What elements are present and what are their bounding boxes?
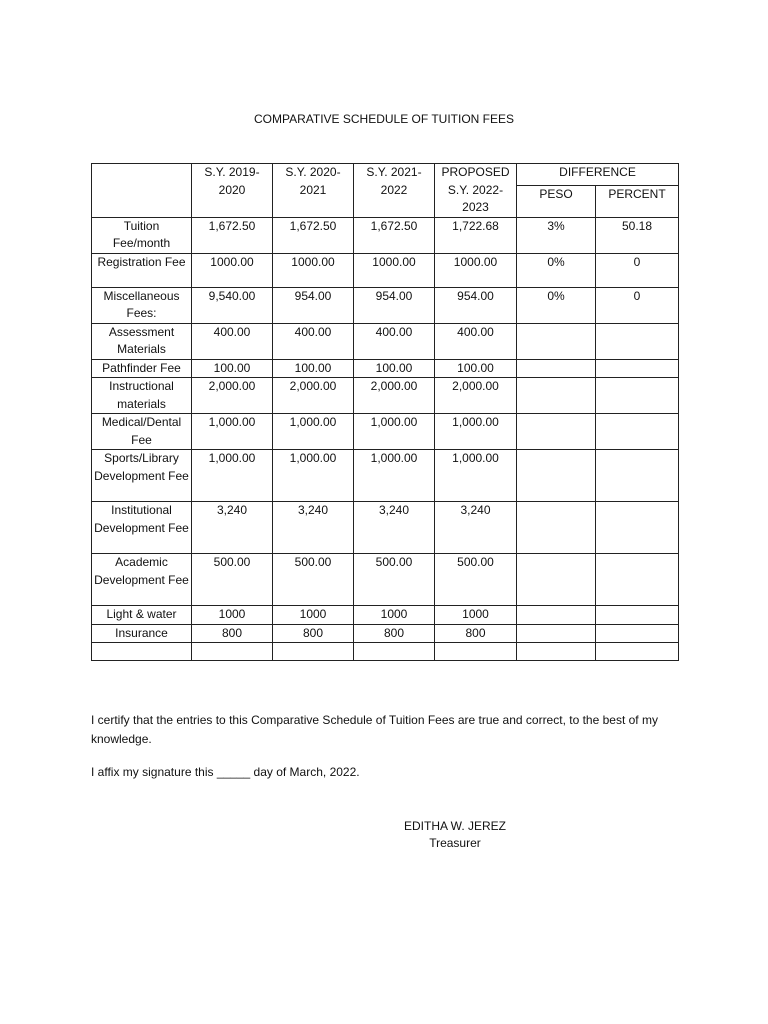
fee-label: Institutional Development Fee — [92, 502, 192, 554]
fee-sy-2021-2022: 1,672.50 — [354, 217, 435, 253]
fee-rows — [92, 217, 679, 661]
fee-sy-2021-2022: 1,000.00 — [354, 450, 435, 502]
certification-statement: I certify that the entries to this Comparative Schedule of Tuition Fees are true and correct, to the best of my knowledge. — [91, 713, 658, 746]
header-sy-2019-2020: S.Y. 2019-2020 — [192, 164, 273, 218]
empty-cell — [435, 643, 517, 661]
fee-sy-2020-2021: 954.00 — [273, 287, 354, 323]
header-percent: PERCENT — [596, 185, 679, 217]
header-sy-2020-2021: S.Y. 2020-2021 — [273, 164, 354, 218]
difference-percent — [596, 378, 679, 414]
difference-percent — [596, 450, 679, 502]
fee-sy-2019-2020: 9,540.00 — [192, 287, 273, 323]
fee-label: Tuition Fee/month — [92, 217, 192, 253]
difference-peso — [517, 450, 596, 502]
fee-sy-2021-2022: 954.00 — [354, 287, 435, 323]
fee-sy-2020-2021: 400.00 — [273, 323, 354, 359]
difference-percent — [596, 323, 679, 359]
fee-proposed: 500.00 — [435, 554, 517, 606]
table-row — [92, 554, 679, 606]
fee-sy-2021-2022: 3,240 — [354, 502, 435, 554]
fee-proposed: 3,240 — [435, 502, 517, 554]
empty-row — [92, 643, 679, 661]
table-row — [92, 624, 679, 643]
fee-proposed: 1,722.68 — [435, 217, 517, 253]
fee-sy-2019-2020: 1,000.00 — [192, 414, 273, 450]
table-row — [92, 378, 679, 414]
fee-sy-2021-2022: 100.00 — [354, 359, 435, 378]
document-title: COMPARATIVE SCHEDULE OF TUITION FEES — [253, 112, 515, 126]
fee-proposed: 1,000.00 — [435, 414, 517, 450]
fee-sy-2020-2021: 1,672.50 — [273, 217, 354, 253]
fee-sy-2020-2021: 1,000.00 — [273, 414, 354, 450]
fee-sy-2020-2021: 500.00 — [273, 554, 354, 606]
difference-peso — [517, 359, 596, 378]
difference-peso: 3% — [517, 217, 596, 253]
table-row — [92, 359, 679, 378]
fee-proposed: 954.00 — [435, 287, 517, 323]
fee-proposed: 800 — [435, 624, 517, 643]
fee-label: Miscellaneous Fees: — [92, 287, 192, 323]
fee-label: Pathfinder Fee — [92, 359, 192, 378]
tuition-fees-table — [91, 163, 679, 661]
fee-sy-2019-2020: 1000.00 — [192, 253, 273, 287]
fee-sy-2020-2021: 1000.00 — [273, 253, 354, 287]
fee-sy-2020-2021: 100.00 — [273, 359, 354, 378]
difference-peso — [517, 606, 596, 625]
fee-sy-2019-2020: 100.00 — [192, 359, 273, 378]
difference-percent — [596, 554, 679, 606]
fee-label: Insurance — [92, 624, 192, 643]
difference-percent: 50.18 — [596, 217, 679, 253]
fee-sy-2019-2020: 3,240 — [192, 502, 273, 554]
difference-peso — [517, 378, 596, 414]
fee-proposed: 1,000.00 — [435, 450, 517, 502]
fee-sy-2021-2022: 800 — [354, 624, 435, 643]
fee-label: Light & water — [92, 606, 192, 625]
fee-sy-2021-2022: 400.00 — [354, 323, 435, 359]
fee-sy-2019-2020: 500.00 — [192, 554, 273, 606]
table-row — [92, 502, 679, 554]
difference-peso: 0% — [517, 287, 596, 323]
fee-label: Academic Development Fee — [92, 554, 192, 606]
fee-proposed: 1000 — [435, 606, 517, 625]
fee-sy-2019-2020: 1,000.00 — [192, 450, 273, 502]
fee-proposed: 400.00 — [435, 323, 517, 359]
fee-label: Assessment Materials — [92, 323, 192, 359]
header-difference: DIFFERENCE — [517, 164, 679, 186]
table-row — [92, 414, 679, 450]
header-sy-2021-2022: S.Y. 2021-2022 — [354, 164, 435, 218]
header-peso: PESO — [517, 185, 596, 217]
difference-peso — [517, 554, 596, 606]
fee-proposed: 2,000.00 — [435, 378, 517, 414]
empty-cell — [354, 643, 435, 661]
fee-sy-2020-2021: 1,000.00 — [273, 450, 354, 502]
fee-sy-2020-2021: 2,000.00 — [273, 378, 354, 414]
fee-sy-2019-2020: 1,672.50 — [192, 217, 273, 253]
fee-label: Medical/Dental Fee — [92, 414, 192, 450]
table-row — [92, 217, 679, 253]
fee-sy-2019-2020: 400.00 — [192, 323, 273, 359]
header-proposed-2022-2023: PROPOSED S.Y. 2022-2023 — [435, 164, 517, 218]
difference-peso: 0% — [517, 253, 596, 287]
signature-affix-line: I affix my signature this _____ day of March, 2022. — [91, 765, 360, 779]
fee-label: Registration Fee — [92, 253, 192, 287]
table-row — [92, 606, 679, 625]
difference-percent — [596, 606, 679, 625]
fee-label: Sports/Library Development Fee — [92, 450, 192, 502]
empty-cell — [596, 643, 679, 661]
difference-percent: 0 — [596, 253, 679, 287]
difference-percent — [596, 502, 679, 554]
signer-title: Treasurer — [429, 836, 481, 850]
fee-sy-2019-2020: 1000 — [192, 606, 273, 625]
fee-sy-2020-2021: 800 — [273, 624, 354, 643]
difference-peso — [517, 502, 596, 554]
difference-peso — [517, 323, 596, 359]
table-row — [92, 323, 679, 359]
fee-proposed: 100.00 — [435, 359, 517, 378]
empty-cell — [192, 643, 273, 661]
difference-peso — [517, 414, 596, 450]
fee-sy-2019-2020: 800 — [192, 624, 273, 643]
difference-percent — [596, 414, 679, 450]
fee-label: Instructional materials — [92, 378, 192, 414]
difference-peso — [517, 624, 596, 643]
fee-proposed: 1000.00 — [435, 253, 517, 287]
difference-percent — [596, 359, 679, 378]
signatory — [390, 818, 520, 852]
fee-sy-2019-2020: 2,000.00 — [192, 378, 273, 414]
fee-sy-2021-2022: 2,000.00 — [354, 378, 435, 414]
empty-cell — [517, 643, 596, 661]
fee-sy-2021-2022: 1,000.00 — [354, 414, 435, 450]
fee-sy-2020-2021: 3,240 — [273, 502, 354, 554]
header-item — [92, 164, 192, 218]
empty-cell — [92, 643, 192, 661]
difference-percent: 0 — [596, 287, 679, 323]
empty-cell — [273, 643, 354, 661]
table-row — [92, 287, 679, 323]
table-row — [92, 450, 679, 502]
fee-sy-2021-2022: 1000 — [354, 606, 435, 625]
fee-sy-2021-2022: 500.00 — [354, 554, 435, 606]
table-row — [92, 253, 679, 287]
difference-percent — [596, 624, 679, 643]
fee-sy-2021-2022: 1000.00 — [354, 253, 435, 287]
signer-name: EDITHA W. JEREZ — [403, 819, 506, 833]
fee-sy-2020-2021: 1000 — [273, 606, 354, 625]
